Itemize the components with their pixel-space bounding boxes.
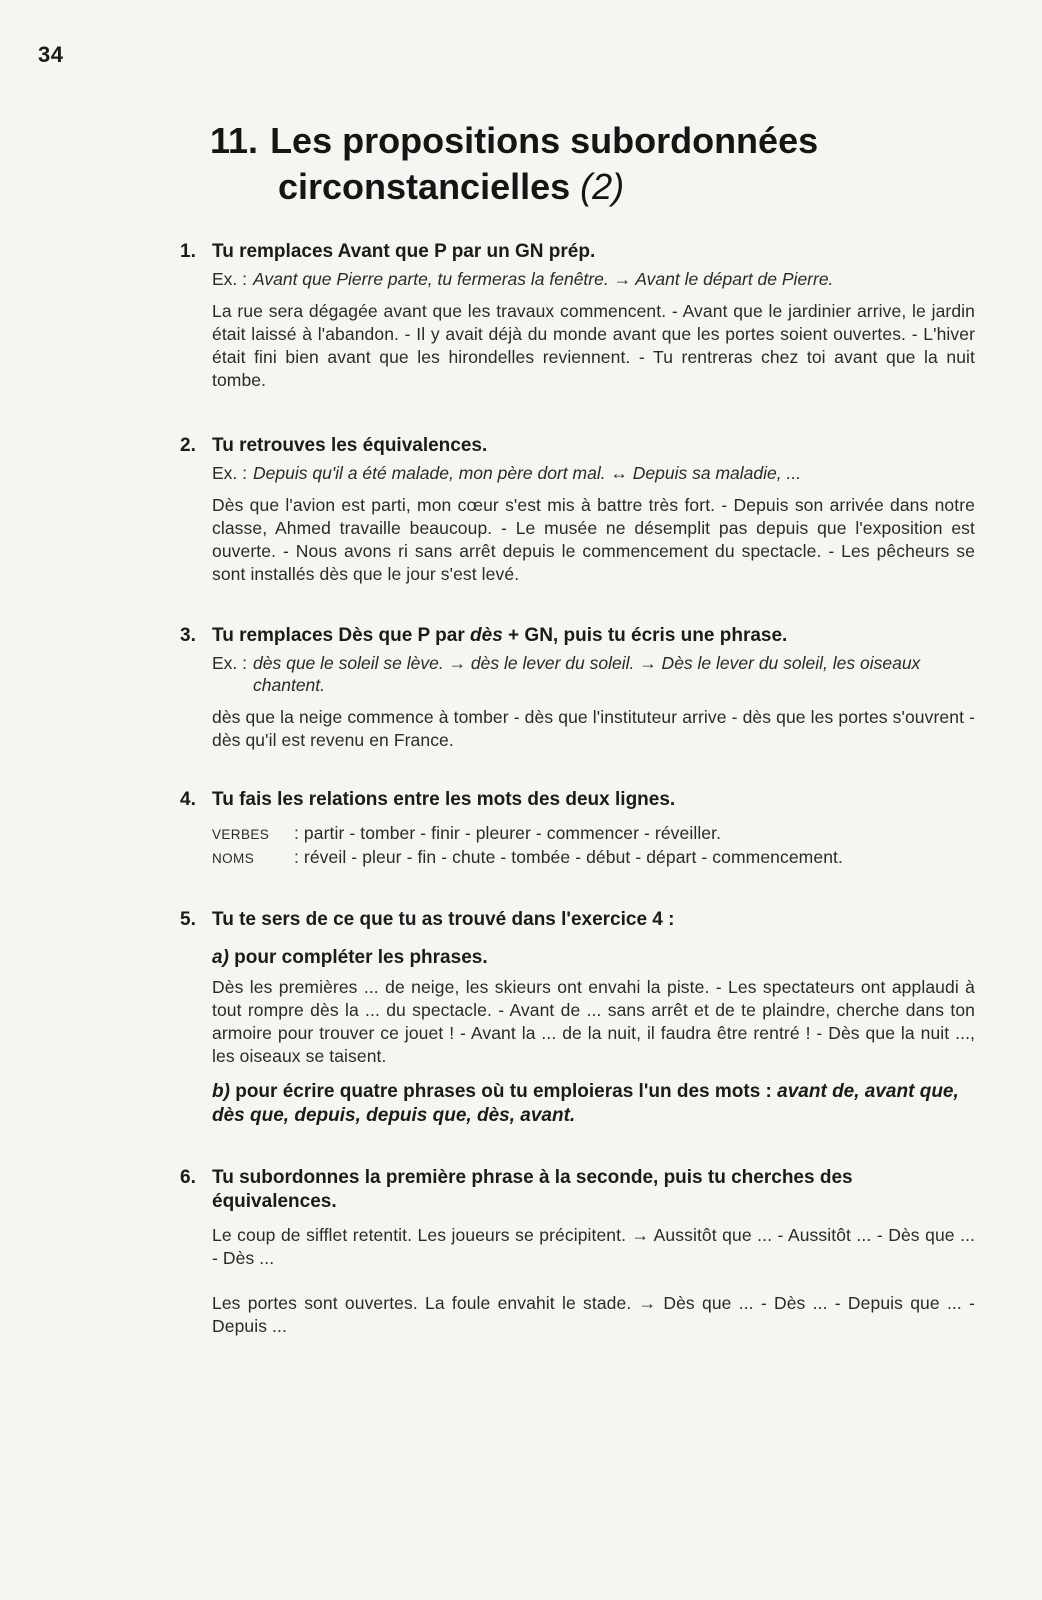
exercise-title: Tu fais les relations entre les mots des deux lignes. <box>212 789 676 810</box>
exercise-text: La rue sera dégagée avant que les travaux commencent. - Avant que le jardinier arrive, le jardin était laissé à l'abandon. - Il y avait déjà du monde avant que les portes soient ouvertes. - L'hiver était fini bien avant que les hirondelles reviennent. - Tu rentreras chez toi avant que la nuit tombe. <box>212 301 975 390</box>
exercise-3 <box>180 624 975 752</box>
exercise-number: 4. <box>180 789 196 810</box>
example-label: Ex. : <box>212 463 248 483</box>
title-text-2: circonstancielles <box>278 166 571 207</box>
exercise-title: Tu remplaces Avant que P par un GN prép. <box>212 241 596 262</box>
lesson-title <box>210 118 910 210</box>
part-b-heading: pour écrire quatre phrases où tu emploieras l'un des mots : <box>229 1081 778 1102</box>
title-part: Tu remplaces Dès que P par <box>212 625 471 646</box>
part-b-letter: b) <box>212 1081 230 1102</box>
exercise-number: 6. <box>180 1167 196 1188</box>
part-a-heading: pour compléter les phrases. <box>228 947 488 968</box>
part-a-text: Dès les premières ... de neige, les skieurs ont envahi la piste. - Les spectateurs ont applaudi à tout rompre dès la ... du spectacle. - Avant de ... sans arrêt et de te plaindre, cherche dans ton armoire pour trouver ce jouet ! - Avant la ... de la nuit, il faudra être rentré ! - Dès que la nuit ..., les oiseaux se taisent. <box>212 977 975 1066</box>
part-a-letter: a) <box>212 947 229 968</box>
exercise-title <box>212 624 975 648</box>
example-text: Depuis qu'il a été malade, mon père dort mal. ↔ Depuis sa maladie, ... <box>253 463 802 483</box>
verbes-line <box>212 822 975 846</box>
verbes-list: : partir - tomber - finir - pleurer - commencer - réveiller. <box>294 823 722 843</box>
part-a-title <box>212 946 975 970</box>
exercise-list <box>180 240 975 1338</box>
page-number: 34 <box>38 42 64 67</box>
exercise-title: Tu subordonnes la première phrase à la seconde, puis tu cherches des équivalences. <box>212 1167 853 1212</box>
title-text-1: Les propositions subordonnées <box>270 120 819 161</box>
example-text: dès que le soleil se lève. → dès le lever du soleil. → Dès le lever du soleil, les oiseaux chantent. <box>253 653 921 695</box>
exercise-example <box>212 268 975 290</box>
exercise-4 <box>180 788 975 870</box>
exercise-number: 3. <box>180 625 196 646</box>
exercise-title: Tu te sers de ce que tu as trouvé dans l'exercice 4 : <box>212 909 675 930</box>
exercise-text: dès que la neige commence à tomber - dès que l'instituteur arrive - dès que les portes s'ouvrent - dès qu'il est revenu en France. <box>212 707 975 750</box>
exercise-number: 1. <box>180 241 196 262</box>
exercise-number: 5. <box>180 909 196 930</box>
example-label: Ex. : <box>212 653 248 673</box>
exercise-example <box>212 462 975 484</box>
example-text: Avant que Pierre parte, tu fermeras la fenêtre. → Avant le départ de Pierre. <box>253 269 834 289</box>
exercise-title: Tu retrouves les équivalences. <box>212 435 488 456</box>
part-b-words: avant de, avant que, dès que, depuis, depuis que, dès, avant. <box>212 1081 959 1126</box>
title-part-number: (2) <box>580 166 625 207</box>
exercise-number: 2. <box>180 435 196 456</box>
part-b-title <box>212 1080 975 1128</box>
title-part-italic: dès <box>470 625 503 646</box>
title-line-1 <box>210 118 910 164</box>
exercise-5 <box>180 908 975 1128</box>
exercise-1 <box>180 240 975 392</box>
noms-line <box>212 846 975 870</box>
noms-list: : réveil - pleur - fin - chute - tombée - début - départ - commencement. <box>294 847 843 867</box>
title-part: + GN, puis tu écris une phrase. <box>502 625 788 646</box>
title-number: 11. <box>210 120 259 161</box>
title-line-2 <box>210 164 910 210</box>
example-label: Ex. : <box>212 269 248 289</box>
verbes-label: VERBES <box>212 827 270 842</box>
exercise-text-2: Les portes sont ouvertes. La foule envahit le stade. → Dès que ... - Dès ... - Depuis que ... - Depuis ... <box>212 1293 975 1336</box>
exercise-6 <box>180 1166 975 1338</box>
exercise-text: Dès que l'avion est parti, mon cœur s'est mis à battre très fort. - Depuis son arrivée dans notre classe, Ahmed travaille beaucoup. - Le musée ne désemplit pas depuis que l'exposition est ouverte. - Nous avons ri sans arrêt depuis le commencement du spectacle. - Les pêcheurs se sont installés dès que le jour s'est levé. <box>212 495 975 584</box>
noms-label: NOMS <box>212 851 255 866</box>
exercise-2 <box>180 434 975 586</box>
exercise-text-1: Le coup de sifflet retentit. Les joueurs se précipitent. → Aussitôt que ... - Aussitôt ... - Dès que ... - Dès ... <box>212 1225 975 1268</box>
exercise-example <box>212 652 975 696</box>
